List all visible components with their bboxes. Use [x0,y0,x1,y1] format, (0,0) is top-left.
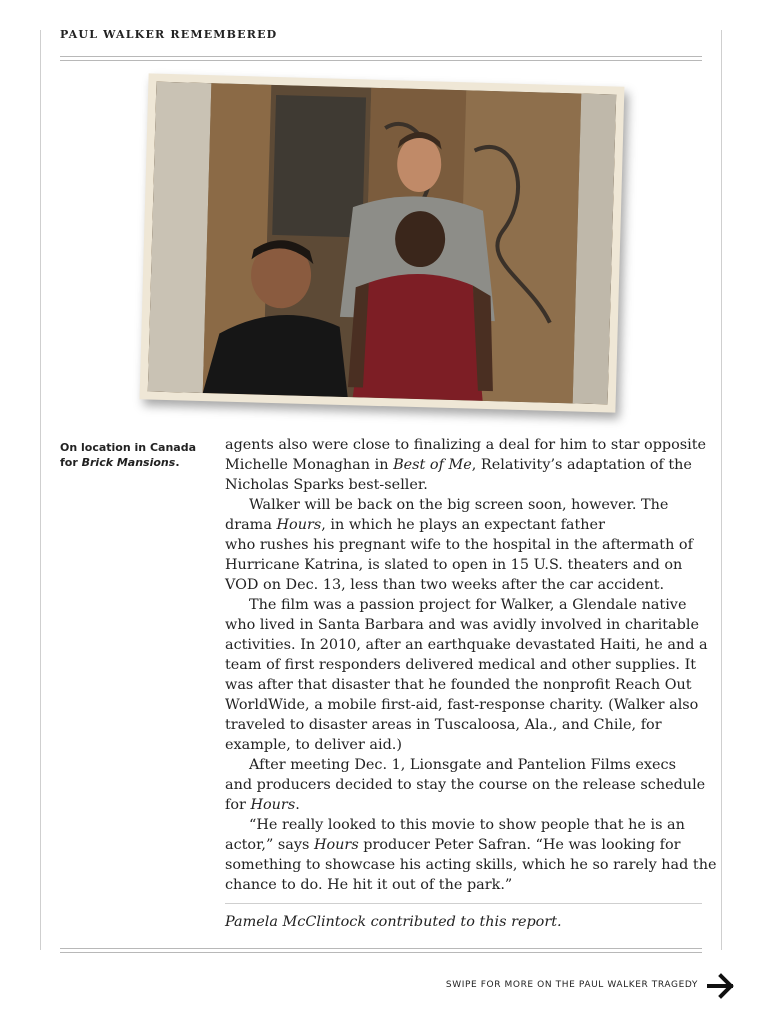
text-line: Nicholas Sparks best-seller. [225,477,428,493]
text-line: Hurricane Katrina, is slated to open in 15 U.S. theaters and on [225,557,683,573]
text-line: traveled to disaster areas in Tuscaloosa, Ala., and Chile, for [225,717,662,733]
paragraph-5 [225,815,717,895]
photo-frame [140,73,625,412]
text-line: VOD on Dec. 13, less than two weeks after the car accident. [225,577,665,593]
right-margin-line [721,30,722,950]
header-divider [60,56,702,61]
text-line: who rushes his pregnant wife to the hospital in the aftermath of [225,537,693,553]
article-body [225,435,717,895]
text-line: team of first responders delivered medical and other supplies. It [225,657,697,673]
paragraph-3 [225,595,708,755]
text-run: actor,” says [225,837,314,853]
photo-caption [60,440,210,470]
text-line: example, to deliver aid.) [225,737,402,753]
text-line: chance to do. He hit it out of the park.” [225,877,513,893]
swipe-prompt[interactable]: SWIPE FOR MORE ON THE PAUL WALKER TRAGEDY [445,980,698,990]
text-line: agents also were close to finalizing a deal for him to star opposite [225,437,707,453]
film-title: Hours [250,797,296,813]
text-line: After meeting Dec. 1, Lionsgate and Pantelion Films execs [249,757,676,773]
text-run: for [225,797,251,813]
left-margin-line [40,30,41,950]
film-title: Hours [313,837,359,853]
photo-image [148,82,616,405]
caption-film-title: Brick Mansions [81,456,176,469]
caption-end: . [175,456,180,469]
text-line: and producers decided to stay the course on the release schedule [225,777,706,793]
text-line: WorldWide, a mobile first-aid, fast-response charity. (Walker also [225,697,699,713]
arrow-right-glyph [706,972,736,1000]
text-line [225,515,705,535]
film-title: Best of Me [393,457,472,473]
section-header: PAUL WALKER REMEMBERED [60,28,278,41]
text-run: , Relativity’s adaptation of the [471,457,692,473]
paragraph-2 [225,495,705,595]
credit-divider [225,903,702,904]
paragraph-4 [225,755,705,815]
text-run: producer Peter Safran. “He was looking for [358,837,681,853]
text-run: , in which he plays an expectant father [321,517,605,533]
text-line: something to showcase his acting skills, which he so rarely had the [225,857,717,873]
text-line: activities. In 2010, after an earthquake devastated Haiti, he and a [225,637,708,653]
arrow-right-icon[interactable] [706,972,736,1000]
text-line: was after that disaster that he founded the nonprofit Reach Out [225,677,692,693]
text-run: drama [225,517,277,533]
text-line: who lived in Santa Barbara and was avidly involved in charitable [225,617,699,633]
text-line: The film was a passion project for Walker, a Glendale native [249,597,687,613]
paragraph-1 [225,435,705,495]
text-line: Walker will be back on the big screen soon, however. The [249,497,669,513]
photo-illustration [148,82,616,405]
text-line [225,455,705,475]
text-run: Michelle Monaghan in [225,457,394,473]
film-title: Hours [276,517,322,533]
text-run: . [295,797,300,813]
caption-text: On location in Canada for [60,441,197,469]
footer-divider [60,948,702,953]
text-line [225,835,705,855]
contributor-credit: Pamela McClintock contributed to this report. [225,914,562,930]
text-line: “He really looked to this movie to show people that he is an [249,817,685,833]
text-line [225,795,705,815]
